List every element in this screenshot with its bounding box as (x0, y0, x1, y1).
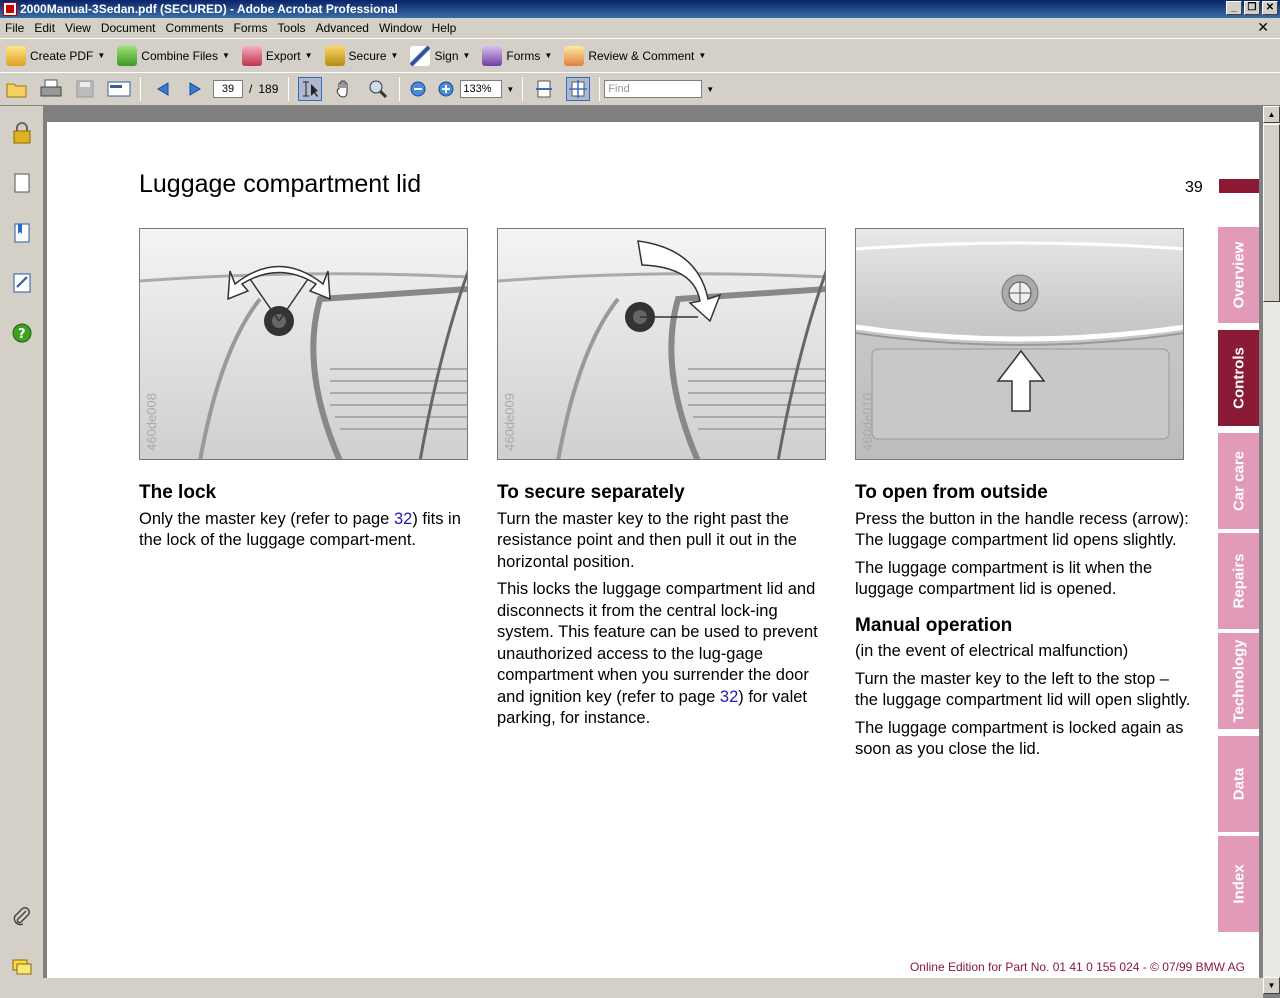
email-icon[interactable] (107, 77, 131, 101)
zoom-dropdown-icon[interactable]: ▼ (506, 84, 515, 94)
zoom-in-icon[interactable] (437, 77, 455, 101)
close-button[interactable]: ✕ (1262, 1, 1278, 15)
comments-icon[interactable] (11, 956, 33, 978)
create-pdf-label: Create PDF (30, 48, 94, 63)
sign-button[interactable]: Sign ▼ (404, 42, 476, 70)
menu-edit[interactable]: Edit (34, 21, 56, 35)
column-open (855, 482, 1195, 767)
tab-data[interactable] (1218, 736, 1259, 832)
tab-label: Car care (1230, 450, 1247, 512)
tab-repairs[interactable] (1218, 533, 1259, 629)
scroll-thumb[interactable] (1263, 124, 1280, 302)
next-page-icon[interactable] (184, 77, 208, 101)
title-bar (0, 0, 1280, 18)
secure-button[interactable]: Secure ▼ (319, 42, 405, 70)
forms-button[interactable]: Forms ▼ (476, 42, 558, 70)
text: ) for valet parking, for instance. (497, 687, 808, 727)
menu-comments[interactable]: Comments (165, 21, 224, 35)
acrobat-icon (3, 2, 17, 16)
open-folder-icon[interactable] (5, 77, 29, 101)
attachments-icon[interactable] (11, 906, 33, 928)
tab-technology[interactable] (1218, 633, 1259, 729)
review-comment-button[interactable]: Review & Comment ▼ (558, 42, 712, 70)
page-link[interactable]: 32 (719, 687, 739, 706)
menu-advanced[interactable]: Advanced (315, 21, 369, 35)
section-heading-secure: To secure separately (497, 482, 685, 503)
lock-icon (325, 46, 345, 66)
pages-icon[interactable] (11, 172, 33, 194)
figure-label: 460de008 (144, 393, 159, 451)
bookmarks-icon[interactable] (11, 222, 33, 244)
menu-bar (0, 18, 1280, 38)
paragraph: Turn the master key to the right past the resistance point and then pull it out in the horizontal position. (497, 509, 797, 571)
export-icon (242, 46, 262, 66)
menu-document[interactable]: Document (100, 21, 156, 35)
review-comment-icon (564, 46, 584, 66)
forms-icon (482, 46, 502, 66)
figure-label: 460de009 (502, 393, 517, 451)
minimize-button[interactable]: _ (1226, 1, 1242, 15)
tab-overview[interactable] (1218, 227, 1259, 323)
figure-secure (497, 228, 826, 460)
figure-lock (139, 228, 468, 460)
section-heading-lock: The lock (139, 482, 217, 503)
tab-car-care[interactable] (1218, 433, 1259, 529)
combine-files-icon (117, 46, 137, 66)
navigation-toolbar (0, 72, 1280, 106)
text: ) fits in the lock of the luggage compart-ment. (139, 509, 461, 549)
paragraph: Press the button in the handle recess (arrow): (855, 509, 1189, 528)
tab-label: Index (1230, 864, 1247, 904)
secure-label: Secure (348, 48, 387, 63)
text: Only the master key (refer to page (139, 509, 394, 528)
svg-text:?: ? (18, 327, 26, 342)
save-icon[interactable] (73, 77, 97, 101)
paragraph (139, 509, 479, 552)
figure-label: 460de010 (860, 393, 875, 451)
figure-open (855, 228, 1184, 460)
security-lock-icon[interactable] (11, 122, 33, 144)
forms-label: Forms (506, 48, 541, 63)
paragraph: The luggage compartment is lit when the luggage compartment lid is opened. (855, 558, 1153, 598)
navigation-panel (0, 106, 44, 978)
page-number: 39 (1185, 179, 1203, 196)
status-bar (0, 978, 1263, 998)
paragraph: The luggage compartment is locked again as soon as you close the lid. (855, 718, 1184, 758)
menu-view[interactable]: View (65, 21, 91, 35)
hand-tool-icon[interactable] (332, 77, 356, 101)
create-pdf-icon (6, 46, 26, 66)
select-tool-icon[interactable] (298, 77, 322, 101)
tab-label: Technology (1230, 639, 1247, 723)
pdf-page (47, 122, 1259, 978)
tab-label: Controls (1230, 347, 1247, 409)
section-heading-open: To open from outside (855, 482, 1048, 503)
menu-window[interactable]: Window (378, 21, 422, 35)
fit-width-icon[interactable] (532, 77, 556, 101)
zoom-out-icon[interactable] (409, 77, 427, 101)
help-icon[interactable] (11, 322, 33, 344)
page-number-bar (1219, 179, 1259, 193)
create-pdf-button[interactable]: Create PDF ▼ (0, 42, 111, 70)
column-lock (139, 482, 479, 558)
review-comment-label: Review & Comment (588, 48, 695, 63)
menu-tools[interactable]: Tools (277, 21, 306, 35)
open-illustration (856, 229, 1184, 460)
page-total: 189 (258, 82, 279, 96)
menu-help[interactable]: Help (431, 21, 457, 35)
pen-icon (410, 46, 430, 66)
secure-illustration (498, 229, 826, 460)
signatures-icon[interactable] (11, 272, 33, 294)
tab-label: Repairs (1230, 553, 1247, 609)
combine-files-button[interactable]: Combine Files ▼ (111, 42, 236, 70)
task-toolbar (0, 38, 1280, 72)
window-title: 2000Manual-3Sedan.pdf (SECURED) - Adobe Acrobat Professional (20, 2, 398, 16)
menu-forms[interactable]: Forms (233, 21, 268, 35)
find-dropdown-icon[interactable]: ▼ (706, 84, 715, 94)
sign-label: Sign (434, 48, 459, 63)
paragraph: The luggage compartment lid opens slightly. (855, 531, 1177, 549)
vertical-scrollbar[interactable] (1263, 106, 1280, 994)
lock-illustration (140, 229, 468, 460)
scroll-down-icon[interactable]: ▼ (1263, 977, 1280, 994)
column-secure (497, 482, 837, 736)
menu-file[interactable]: File (5, 21, 25, 35)
close-document-icon[interactable]: ✕ (1257, 19, 1269, 35)
page-separator: / (249, 82, 253, 96)
text: This locks the luggage compartment lid and disconnects it from the central lock-ing system. This feature can be used to prevent unauthorized access to the lug-gage compartment when you surrender the door and ignition key (refer to page (497, 580, 818, 706)
paragraph: (in the event of electrical malfunction) (855, 642, 1129, 660)
export-label: Export (265, 48, 301, 63)
page-link[interactable]: 32 (393, 509, 413, 528)
paragraph: Turn the master key to the left to the stop – the luggage compartment lid will open slightly. (855, 669, 1191, 709)
paragraph (497, 579, 837, 730)
page-footer: Online Edition for Part No. 01 41 0 155 024 - © 07/99 BMW AG (909, 960, 1245, 974)
page-title: Luggage compartment lid (139, 170, 422, 198)
fit-page-icon[interactable] (566, 77, 590, 101)
scroll-up-icon[interactable]: ▲ (1263, 106, 1280, 123)
zoom-level-input[interactable]: 133% (460, 80, 502, 98)
print-icon[interactable] (39, 77, 63, 101)
tab-controls[interactable] (1218, 330, 1259, 426)
tab-label: Overview (1230, 241, 1247, 309)
tab-label: Data (1230, 767, 1247, 801)
restore-button[interactable]: ❐ (1244, 1, 1260, 15)
find-input[interactable]: Find (604, 80, 702, 98)
page-number-input[interactable]: 39 (213, 80, 243, 98)
section-heading-manual: Manual operation (855, 614, 1013, 636)
combine-files-label: Combine Files (141, 48, 218, 63)
document-area (45, 106, 1263, 978)
export-button[interactable]: Export ▼ (236, 42, 319, 70)
previous-page-icon[interactable] (150, 77, 174, 101)
zoom-tool-icon[interactable] (366, 77, 390, 101)
tab-index[interactable] (1218, 836, 1259, 932)
